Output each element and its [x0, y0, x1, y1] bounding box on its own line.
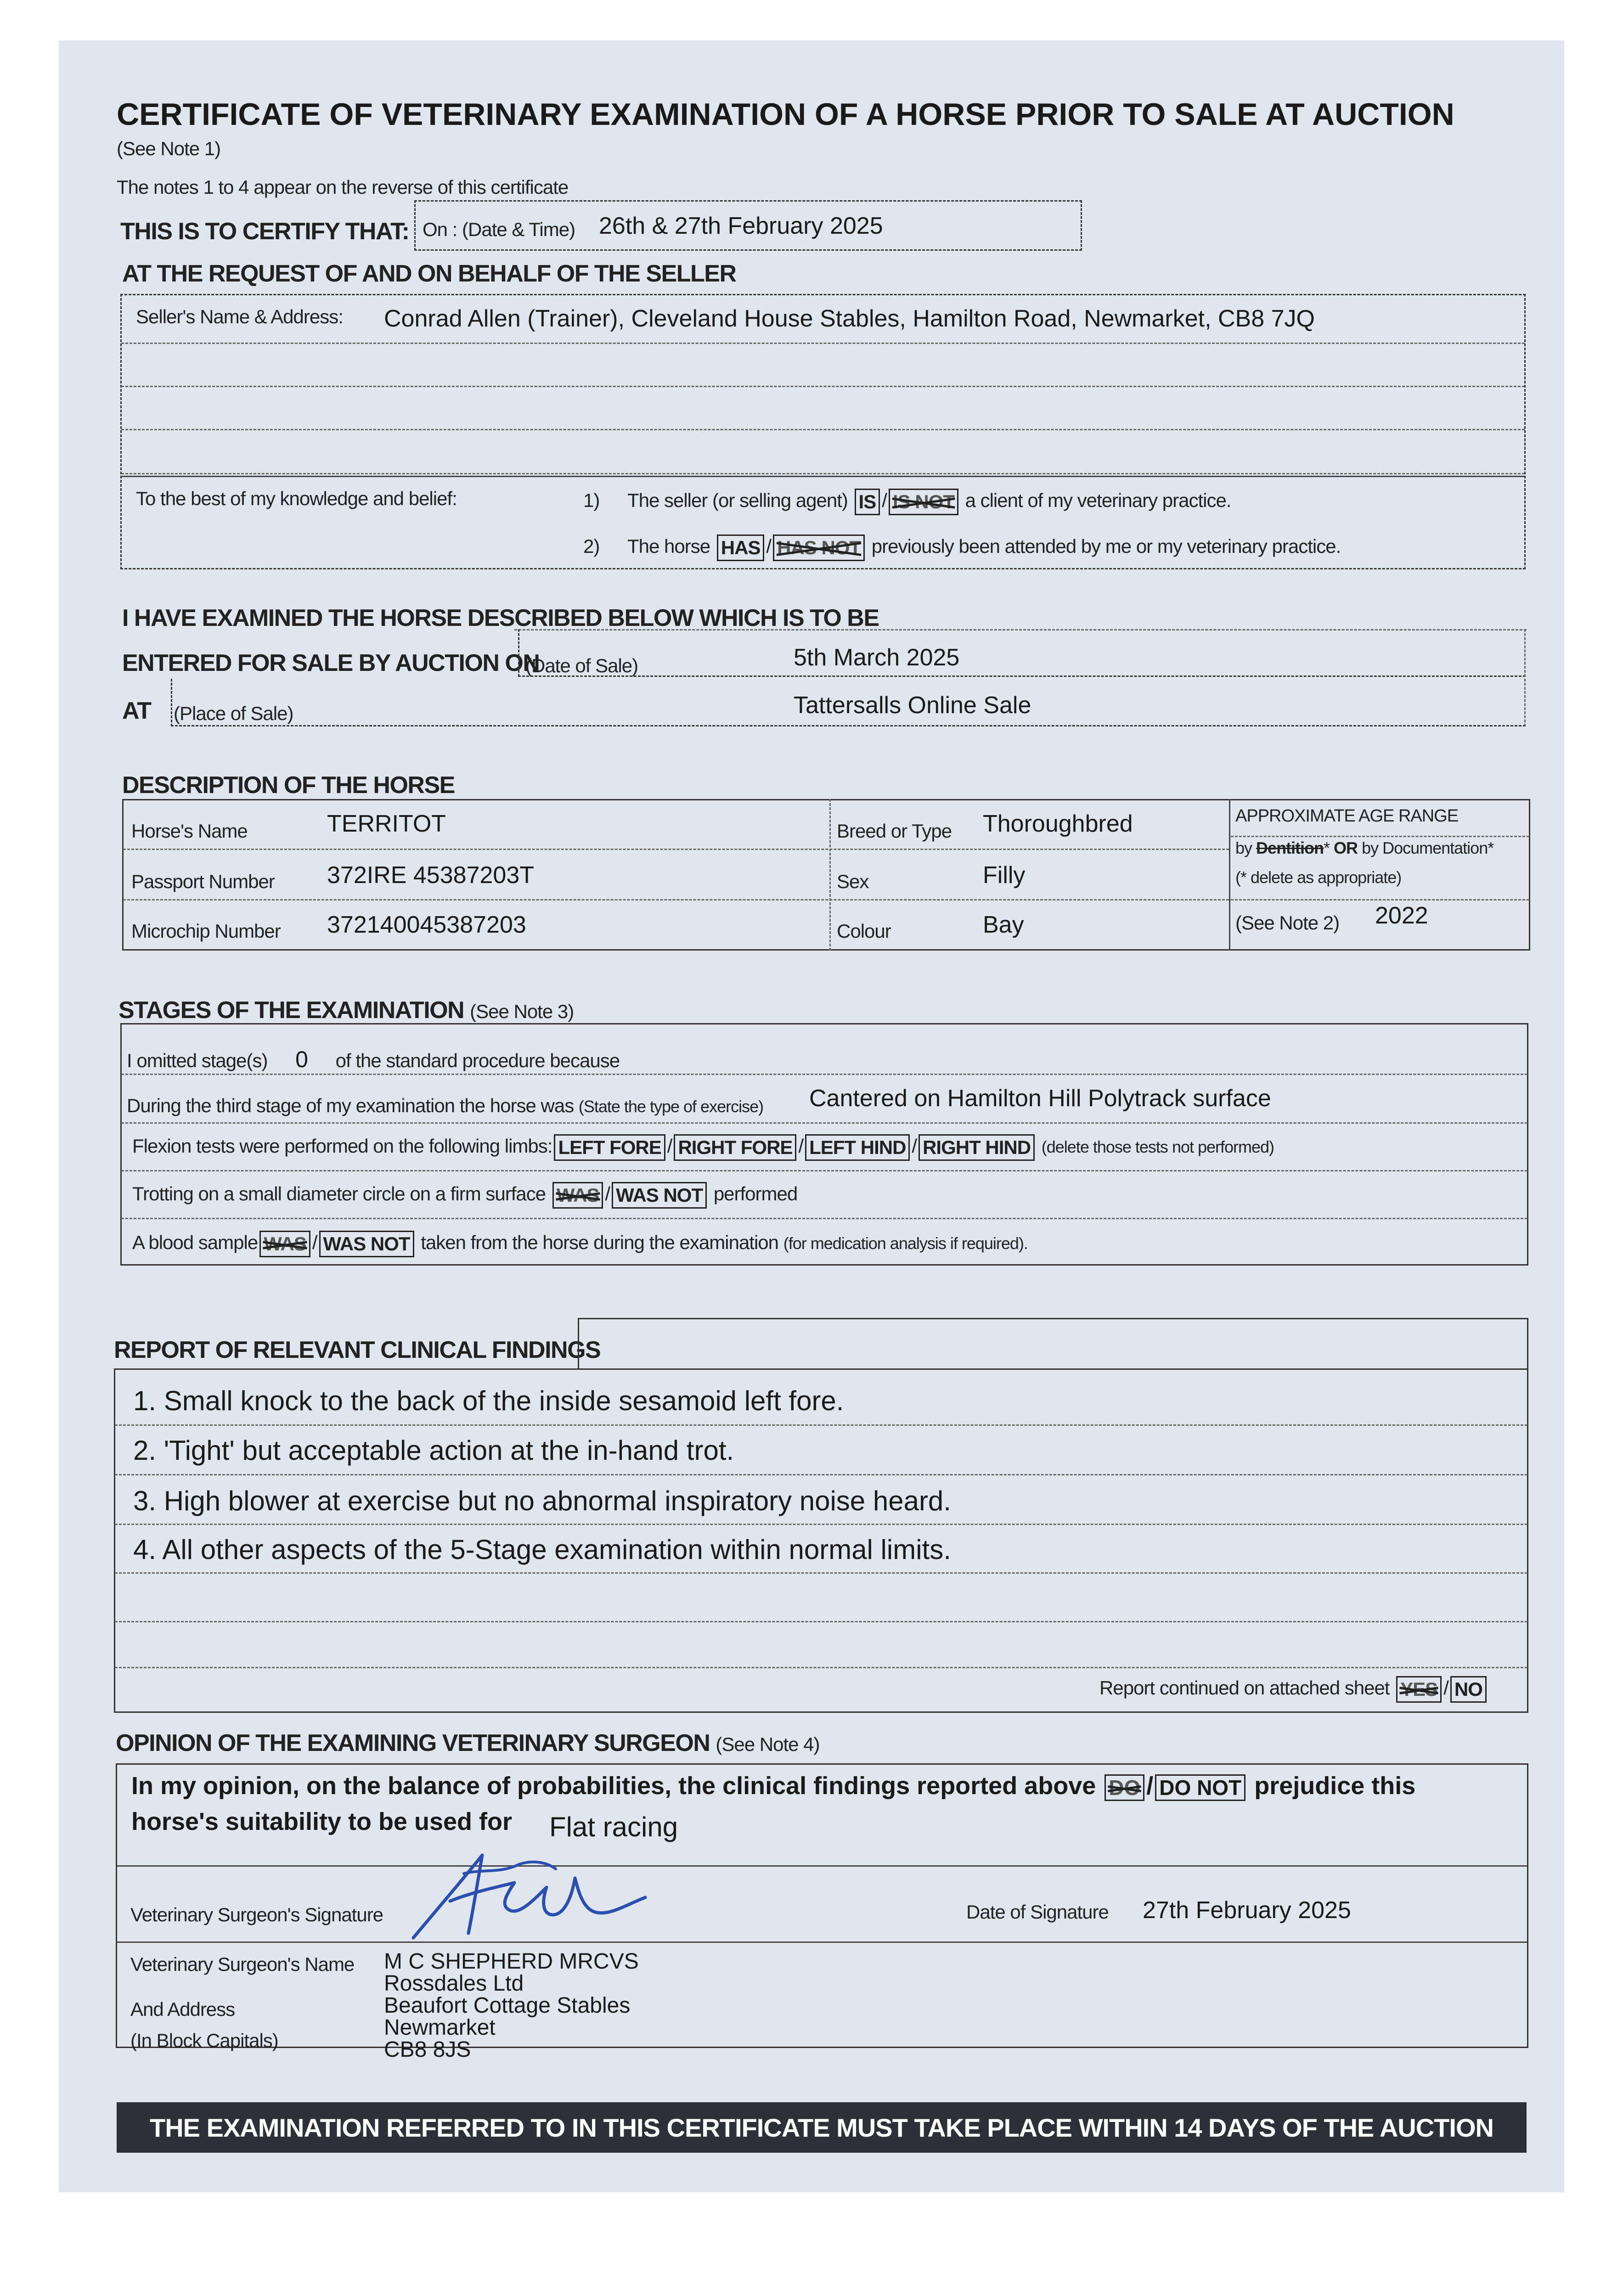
age-by: by	[1235, 838, 1252, 857]
footer-banner: THE EXAMINATION REFERRED TO IN THIS CERTIFICATE MUST TAKE PLACE WITHIN 14 DAYS OF THE AUCTION	[117, 2102, 1527, 2153]
on-label: On : (Date & Time)	[423, 219, 575, 240]
colour-value: Bay	[983, 912, 1024, 938]
belief-item1	[583, 489, 1231, 515]
examined-heading: I HAVE EXAMINED THE HORSE DESCRIBED BELOW WHICH IS TO BE	[122, 605, 879, 631]
option-separator: /	[1146, 1772, 1154, 1800]
report-heading: REPORT OF RELEVANT CLINICAL FINDINGS	[114, 1337, 601, 1363]
continued-no-option[interactable]: NO	[1450, 1676, 1487, 1703]
vet-address-label: And Address	[130, 1998, 235, 2020]
flexion-left-hind[interactable]: LEFT HIND	[805, 1134, 910, 1161]
belief-divider	[121, 476, 1525, 477]
belief-item2	[583, 535, 1341, 561]
option-separator: /	[605, 1183, 610, 1205]
place-of-sale-label: (Place of Sale)	[174, 703, 293, 724]
entered-label: ENTERED FOR SALE BY AUCTION ON	[122, 650, 540, 676]
opinion-do-option[interactable]: DO	[1105, 1774, 1144, 1801]
third-stage-label	[127, 1095, 763, 1117]
microchip-label: Microchip Number	[131, 920, 281, 942]
report-line	[115, 1424, 1527, 1426]
option-separator: /	[667, 1135, 672, 1157]
report-line	[115, 1572, 1527, 1574]
stages-row-line	[121, 1218, 1527, 1219]
certificate-title: CERTIFICATE OF VETERINARY EXAMINATION OF A HORSE PRIOR TO SALE AT AUCTION	[117, 97, 1454, 132]
belief-label: To the best of my knowledge and belief:	[136, 488, 457, 509]
opinion-purpose: Flat racing	[549, 1812, 678, 1842]
vet-line: Rossdales Ltd	[384, 1971, 524, 1996]
vet-line: Newmarket	[384, 2015, 496, 2040]
trot-was-not-option[interactable]: WAS NOT	[612, 1182, 707, 1209]
description-row-line	[123, 849, 1229, 850]
omitted-value: 0	[295, 1047, 308, 1072]
seller-is-not-option[interactable]: IS NOT	[889, 489, 958, 515]
seller-line	[121, 386, 1525, 387]
report-line	[115, 1474, 1527, 1475]
stages-row-line	[121, 1170, 1527, 1171]
age-delete-note: (* delete as appropriate)	[1235, 868, 1402, 887]
opinion-text: In my opinion, on the balance of probabilities, the clinical findings reported above	[131, 1772, 1096, 1800]
vet-line: M C SHEPHERD MRCVS	[384, 1949, 639, 1974]
age-range-heading: APPROXIMATE AGE RANGE	[1235, 806, 1459, 826]
age-documentation-option[interactable]: by Documentation*	[1362, 838, 1494, 857]
vet-block-capitals-label: (In Block Capitals)	[130, 2030, 278, 2051]
colour-label: Colour	[837, 920, 891, 942]
vet-name-label: Veterinary Surgeon's Name	[130, 1953, 355, 1975]
blood-was-option[interactable]: WAS	[259, 1231, 310, 1257]
vet-line: CB8 8JS	[384, 2037, 471, 2062]
report-continued-label: Report continued on attached sheet	[1099, 1677, 1390, 1699]
finding-item: 2. 'Tight' but acceptable action at the in-hand trot.	[133, 1435, 734, 1466]
place-of-sale-value: Tattersalls Online Sale	[794, 692, 1031, 719]
option-separator: /	[1443, 1677, 1448, 1699]
flexion-label: Flexion tests were performed on the following limbs:	[132, 1135, 552, 1157]
date-of-signature-value: 27th February 2025	[1143, 1897, 1351, 1924]
stages-row-line	[121, 1074, 1527, 1075]
horse-has-not-option[interactable]: HAS NOT	[773, 535, 865, 561]
date-of-sale-field[interactable]	[518, 629, 1526, 677]
belief-item2-tail: previously been attended by me or my veterinary practice.	[871, 535, 1341, 557]
certify-label: THIS IS TO CERTIFY THAT:	[120, 218, 409, 245]
finding-item: 1. Small knock to the back of the inside sesamoid left fore.	[133, 1385, 844, 1416]
description-row-line	[123, 899, 1229, 900]
age-value: 2022	[1375, 902, 1428, 929]
report-heading-box	[578, 1318, 1528, 1368]
seller-line	[121, 343, 1525, 344]
date-of-signature-label: Date of Signature	[966, 1901, 1109, 1923]
stages-note: (See Note 3)	[470, 1001, 574, 1022]
seller-value: Conrad Allen (Trainer), Cleveland House Stables, Hamilton Road, Newmarket, CB8 7JQ	[384, 305, 1315, 332]
age-line	[1231, 836, 1529, 837]
age-dentition-option[interactable]: Dentition	[1256, 838, 1324, 857]
finding-item: 4. All other aspects of the 5-Stage examination within normal limits.	[133, 1534, 951, 1565]
exam-date-value: 26th & 27th February 2025	[599, 213, 883, 239]
at-label: AT	[122, 698, 151, 724]
opinion-heading-text: OPINION OF THE EXAMINING VETERINARY SURGEON	[116, 1730, 710, 1756]
opinion-statement	[131, 1772, 1415, 1801]
blood-tail: taken from the horse during the examination	[421, 1232, 779, 1254]
opinion-divider	[117, 1865, 1527, 1867]
seller-box	[120, 294, 1526, 569]
belief-item2-text: The horse	[627, 535, 710, 557]
breed-label: Breed or Type	[837, 820, 952, 842]
see-note-1: (See Note 1)	[117, 138, 221, 159]
seller-is-option[interactable]: IS	[855, 489, 880, 515]
opinion-heading	[116, 1729, 820, 1757]
trot-was-option[interactable]: WAS	[552, 1182, 603, 1209]
opinion-tail: prejudice this	[1254, 1772, 1416, 1800]
report-continued-row	[1099, 1676, 1488, 1703]
omitted-row	[127, 1046, 620, 1073]
signature-image	[395, 1846, 652, 1947]
horse-has-option[interactable]: HAS	[717, 535, 765, 561]
flexion-right-fore[interactable]: RIGHT FORE	[674, 1134, 796, 1161]
description-column-divider	[829, 799, 831, 951]
flexion-right-hind[interactable]: RIGHT HIND	[919, 1134, 1035, 1161]
finding-item: 3. High blower at exercise but no abnormal inspiratory noise heard.	[133, 1486, 951, 1516]
option-separator: /	[912, 1135, 917, 1157]
sex-label: Sex	[837, 871, 869, 892]
passport-label: Passport Number	[131, 871, 275, 892]
seller-line	[121, 473, 1525, 474]
third-stage-hint: (State the type of exercise)	[578, 1097, 764, 1116]
trot-row	[132, 1182, 797, 1209]
belief-item2-num: 2)	[583, 535, 600, 557]
belief-item1-tail: a client of my veterinary practice.	[965, 490, 1231, 512]
flexion-note: (delete those tests not performed)	[1041, 1137, 1274, 1157]
description-column-divider	[1229, 799, 1230, 951]
notes-line: The notes 1 to 4 appear on the reverse of this certificate	[117, 176, 569, 198]
sex-value: Filly	[983, 862, 1026, 889]
age-line	[1231, 899, 1529, 900]
blood-label: A blood sample	[132, 1232, 258, 1254]
signature-label: Veterinary Surgeon's Signature	[130, 1904, 383, 1925]
report-line	[115, 1621, 1527, 1622]
report-line	[115, 1524, 1527, 1525]
age-see-note: (See Note 2)	[1235, 912, 1340, 934]
request-heading: AT THE REQUEST OF AND ON BEHALF OF THE SELLER	[122, 260, 736, 287]
date-of-sale-value: 5th March 2025	[794, 644, 960, 671]
age-or: OR	[1334, 838, 1358, 857]
option-separator: /	[766, 535, 772, 557]
trot-tail: performed	[713, 1183, 798, 1205]
continued-yes-option[interactable]: YES	[1396, 1676, 1442, 1703]
date-of-sale-label: (Date of Sale)	[525, 655, 638, 676]
stages-heading-text: STAGES OF THE EXAMINATION	[118, 997, 464, 1024]
seller-label: Seller's Name & Address:	[136, 306, 343, 327]
breed-value: Thoroughbred	[983, 810, 1133, 837]
blood-row	[132, 1231, 1028, 1257]
omitted-label: I omitted stage(s)	[127, 1050, 268, 1071]
seller-line	[121, 429, 1525, 430]
trot-label: Trotting on a small diameter circle on a firm surface	[132, 1183, 546, 1205]
stages-heading	[118, 996, 574, 1024]
opinion-do-not-option[interactable]: DO NOT	[1155, 1774, 1245, 1801]
opinion-line2: horse's suitability to be used for	[131, 1808, 512, 1835]
belief-item1-text: The seller (or selling agent)	[627, 490, 848, 512]
option-separator: /	[798, 1135, 804, 1157]
opinion-divider	[117, 1941, 1527, 1943]
age-method: by Dentition* OR by Documentation*	[1235, 838, 1494, 857]
option-separator: /	[312, 1232, 317, 1254]
stages-row-line	[121, 1122, 1527, 1124]
horse-name-value: TERRITOT	[327, 810, 446, 837]
flexion-left-fore[interactable]: LEFT FORE	[554, 1134, 665, 1161]
omitted-tail: of the standard procedure because	[335, 1050, 620, 1071]
belief-item1-num: 1)	[583, 490, 600, 512]
vet-line: Beaufort Cottage Stables	[384, 1993, 631, 2018]
microchip-value: 372140045387203	[327, 912, 526, 938]
vet-name-address	[384, 1951, 639, 2061]
option-separator: /	[882, 490, 887, 512]
blood-hint: (for medication analysis if required).	[783, 1234, 1028, 1253]
third-stage-value: Cantered on Hamilton Hill Polytrack surface	[809, 1085, 1271, 1112]
description-heading: DESCRIPTION OF THE HORSE	[122, 772, 455, 799]
flexion-row	[132, 1134, 1274, 1161]
horse-name-label: Horse's Name	[131, 820, 248, 842]
report-line	[115, 1667, 1527, 1668]
opinion-note: (See Note 4)	[716, 1733, 820, 1755]
blood-was-not-option[interactable]: WAS NOT	[319, 1231, 414, 1257]
passport-value: 372IRE 45387203T	[327, 862, 535, 889]
third-stage-text: During the third stage of my examination the horse was	[127, 1095, 574, 1116]
